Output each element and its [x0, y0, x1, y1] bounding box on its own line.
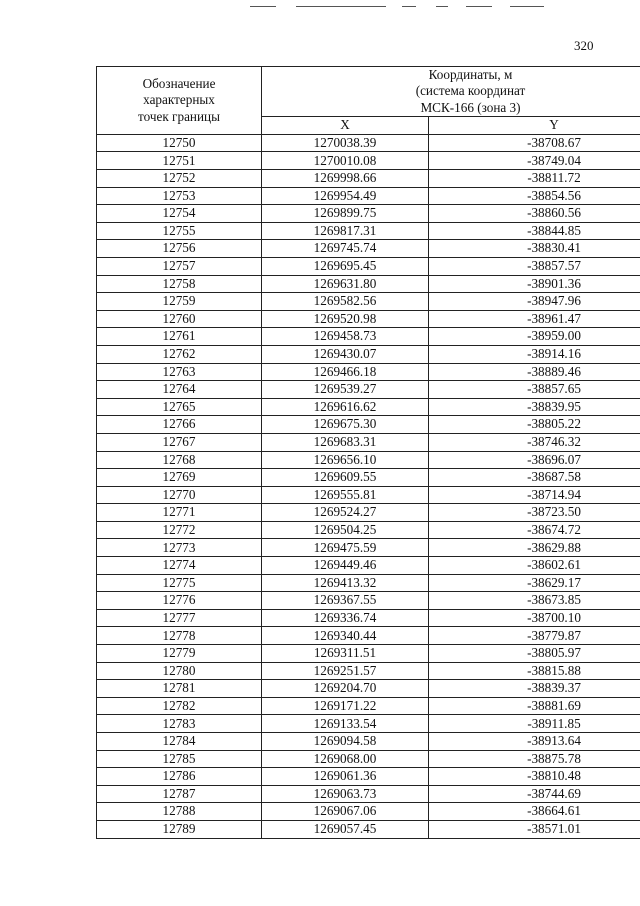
point-id-cell: 12764: [97, 381, 262, 399]
x-coordinate-cell: 1269057.45: [262, 820, 429, 838]
x-coordinate-cell: 1269367.55: [262, 592, 429, 610]
x-coordinate-cell: 1269449.46: [262, 557, 429, 575]
table-row: [97, 574, 640, 592]
top-rule: [436, 6, 448, 7]
table-row: [97, 222, 640, 240]
x-coordinate-cell: 1269430.07: [262, 345, 429, 363]
point-id-cell: 12760: [97, 310, 262, 328]
y-coordinate-cell: -38961.47: [429, 310, 640, 328]
point-id-cell: 12780: [97, 662, 262, 680]
table-row: [97, 662, 640, 680]
x-coordinate-cell: 1269336.74: [262, 609, 429, 627]
table-row: [97, 152, 640, 170]
x-coordinate-cell: 1269817.31: [262, 222, 429, 240]
y-coordinate-cell: -38714.94: [429, 486, 640, 504]
table-row: [97, 715, 640, 733]
point-id-cell: 12773: [97, 539, 262, 557]
point-id-cell: 12761: [97, 328, 262, 346]
point-id-cell: 12768: [97, 451, 262, 469]
point-id-cell: 12762: [97, 345, 262, 363]
header-line: МСК-166 (зона 3): [420, 99, 521, 115]
x-coordinate-cell: 1269171.22: [262, 697, 429, 715]
y-coordinate-cell: -38959.00: [429, 328, 640, 346]
table-row: [97, 205, 640, 223]
y-coordinate-cell: -38839.37: [429, 680, 640, 698]
point-id-cell: 12788: [97, 803, 262, 821]
table-header: [97, 67, 640, 135]
point-id-cell: 12776: [97, 592, 262, 610]
y-coordinate-cell: -38857.57: [429, 257, 640, 275]
point-id-cell: 12778: [97, 627, 262, 645]
header-line: Обозначение: [142, 75, 216, 91]
point-id-cell: 12787: [97, 785, 262, 803]
header-line: (система координат: [415, 83, 526, 99]
y-coordinate-cell: -38844.85: [429, 222, 640, 240]
y-header: Y: [429, 117, 640, 135]
y-coordinate-cell: -38664.61: [429, 803, 640, 821]
point-id-cell: 12771: [97, 504, 262, 522]
y-coordinate-cell: -38947.96: [429, 293, 640, 311]
x-coordinate-cell: 1269582.56: [262, 293, 429, 311]
x-coordinate-cell: 1270038.39: [262, 134, 429, 152]
y-coordinate-cell: -38881.69: [429, 697, 640, 715]
table-row: [97, 293, 640, 311]
table-row: [97, 820, 640, 838]
x-coordinate-cell: 1269539.27: [262, 381, 429, 399]
x-coordinate-cell: 1269695.45: [262, 257, 429, 275]
y-coordinate-cell: -38700.10: [429, 609, 640, 627]
table-row: [97, 310, 640, 328]
point-id-cell: 12786: [97, 768, 262, 786]
table-row: [97, 328, 640, 346]
x-coordinate-cell: 1269204.70: [262, 680, 429, 698]
point-id-cell: 12779: [97, 645, 262, 663]
table-row: [97, 592, 640, 610]
y-coordinate-cell: -38805.22: [429, 416, 640, 434]
y-coordinate-cell: -38805.97: [429, 645, 640, 663]
point-id-cell: 12772: [97, 521, 262, 539]
point-id-cell: 12757: [97, 257, 262, 275]
table-row: [97, 486, 640, 504]
x-coordinate-cell: 1269068.00: [262, 750, 429, 768]
table-row: [97, 134, 640, 152]
table-row: [97, 345, 640, 363]
y-coordinate-cell: -38857.65: [429, 381, 640, 399]
y-coordinate-cell: -38901.36: [429, 275, 640, 293]
point-id-cell: 12752: [97, 170, 262, 188]
x-coordinate-cell: 1270010.08: [262, 152, 429, 170]
header-line: Координаты, м: [428, 67, 513, 82]
header-line: характерных: [143, 92, 215, 108]
y-coordinate-cell: -38811.72: [429, 170, 640, 188]
x-coordinate-cell: 1269067.06: [262, 803, 429, 821]
y-coordinate-cell: -38913.64: [429, 733, 640, 751]
x-coordinate-cell: 1269458.73: [262, 328, 429, 346]
y-coordinate-cell: -38815.88: [429, 662, 640, 680]
point-id-cell: 12789: [97, 820, 262, 838]
table-row: [97, 504, 640, 522]
y-coordinate-cell: -38749.04: [429, 152, 640, 170]
point-id-cell: 12767: [97, 433, 262, 451]
x-coordinate-cell: 1269609.55: [262, 469, 429, 487]
table-row: [97, 433, 640, 451]
x-coordinate-cell: 1269656.10: [262, 451, 429, 469]
y-coordinate-cell: -38744.69: [429, 785, 640, 803]
y-coordinate-cell: -38602.61: [429, 557, 640, 575]
x-coordinate-cell: 1269675.30: [262, 416, 429, 434]
y-coordinate-cell: -38830.41: [429, 240, 640, 258]
y-coordinate-cell: -38708.67: [429, 134, 640, 152]
x-coordinate-cell: 1269631.80: [262, 275, 429, 293]
x-coordinate-cell: 1269524.27: [262, 504, 429, 522]
point-id-cell: 12753: [97, 187, 262, 205]
x-coordinate-cell: 1269899.75: [262, 205, 429, 223]
coordinates-table: [96, 66, 640, 839]
table-row: [97, 363, 640, 381]
table-row: [97, 557, 640, 575]
x-coordinate-cell: 1269683.31: [262, 433, 429, 451]
y-coordinate-cell: -38839.95: [429, 398, 640, 416]
x-coordinate-cell: 1269061.36: [262, 768, 429, 786]
point-id-cell: 12781: [97, 680, 262, 698]
point-id-cell: 12755: [97, 222, 262, 240]
y-coordinate-cell: -38629.17: [429, 574, 640, 592]
point-id-cell: 12754: [97, 205, 262, 223]
point-id-cell: 12775: [97, 574, 262, 592]
point-id-cell: 12774: [97, 557, 262, 575]
x-coordinate-cell: 1269475.59: [262, 539, 429, 557]
table-row: [97, 539, 640, 557]
coordinates-header: [262, 67, 640, 117]
y-coordinate-cell: -38779.87: [429, 627, 640, 645]
table-row: [97, 645, 640, 663]
point-id-cell: 12777: [97, 609, 262, 627]
x-coordinate-cell: 1269133.54: [262, 715, 429, 733]
x-coordinate-cell: 1269616.62: [262, 398, 429, 416]
y-coordinate-cell: -38854.56: [429, 187, 640, 205]
table-row: [97, 627, 640, 645]
y-coordinate-cell: -38571.01: [429, 820, 640, 838]
table-body: [97, 134, 640, 838]
top-rule: [510, 6, 544, 7]
table-row: [97, 469, 640, 487]
table-row: [97, 257, 640, 275]
y-coordinate-cell: -38860.56: [429, 205, 640, 223]
y-coordinate-cell: -38875.78: [429, 750, 640, 768]
y-coordinate-cell: -38696.07: [429, 451, 640, 469]
point-id-cell: 12782: [97, 697, 262, 715]
point-label-header: [97, 67, 262, 135]
y-coordinate-cell: -38629.88: [429, 539, 640, 557]
x-coordinate-cell: 1269954.49: [262, 187, 429, 205]
table-row: [97, 416, 640, 434]
x-coordinate-cell: 1269063.73: [262, 785, 429, 803]
point-id-cell: 12766: [97, 416, 262, 434]
top-rule: [402, 6, 416, 7]
table-row: [97, 275, 640, 293]
table-row: [97, 803, 640, 821]
table-row: [97, 521, 640, 539]
y-coordinate-cell: -38746.32: [429, 433, 640, 451]
x-coordinate-cell: 1269504.25: [262, 521, 429, 539]
table-row: [97, 609, 640, 627]
point-id-cell: 12783: [97, 715, 262, 733]
x-header: X: [262, 117, 429, 135]
point-id-cell: 12765: [97, 398, 262, 416]
x-coordinate-cell: 1269998.66: [262, 170, 429, 188]
x-coordinate-cell: 1269413.32: [262, 574, 429, 592]
table-row: [97, 680, 640, 698]
y-coordinate-cell: -38723.50: [429, 504, 640, 522]
top-rule: [466, 6, 492, 7]
point-id-cell: 12751: [97, 152, 262, 170]
point-id-cell: 12758: [97, 275, 262, 293]
y-coordinate-cell: -38914.16: [429, 345, 640, 363]
page-number: 320: [574, 38, 594, 53]
point-id-cell: 12769: [97, 469, 262, 487]
x-coordinate-cell: 1269311.51: [262, 645, 429, 663]
x-coordinate-cell: 1269466.18: [262, 363, 429, 381]
table-row: [97, 187, 640, 205]
point-id-cell: 12770: [97, 486, 262, 504]
table-row: [97, 381, 640, 399]
table-row: [97, 451, 640, 469]
top-rule: [296, 6, 386, 7]
point-id-cell: 12763: [97, 363, 262, 381]
y-coordinate-cell: -38810.48: [429, 768, 640, 786]
table-row: [97, 785, 640, 803]
point-id-cell: 12750: [97, 134, 262, 152]
point-id-cell: 12784: [97, 733, 262, 751]
table-row: [97, 398, 640, 416]
x-coordinate-cell: 1269555.81: [262, 486, 429, 504]
y-coordinate-cell: -38889.46: [429, 363, 640, 381]
top-rule: [250, 6, 276, 7]
point-id-cell: 12785: [97, 750, 262, 768]
x-coordinate-cell: 1269520.98: [262, 310, 429, 328]
y-coordinate-cell: -38674.72: [429, 521, 640, 539]
x-coordinate-cell: 1269094.58: [262, 733, 429, 751]
header-line: точек границы: [138, 108, 220, 124]
table-row: [97, 697, 640, 715]
point-id-cell: 12759: [97, 293, 262, 311]
table-row: [97, 768, 640, 786]
y-coordinate-cell: -38673.85: [429, 592, 640, 610]
table-row: [97, 240, 640, 258]
x-coordinate-cell: 1269251.57: [262, 662, 429, 680]
x-coordinate-cell: 1269340.44: [262, 627, 429, 645]
y-coordinate-cell: -38687.58: [429, 469, 640, 487]
table-row: [97, 170, 640, 188]
table-row: [97, 733, 640, 751]
table-row: [97, 750, 640, 768]
y-coordinate-cell: -38911.85: [429, 715, 640, 733]
point-id-cell: 12756: [97, 240, 262, 258]
x-coordinate-cell: 1269745.74: [262, 240, 429, 258]
